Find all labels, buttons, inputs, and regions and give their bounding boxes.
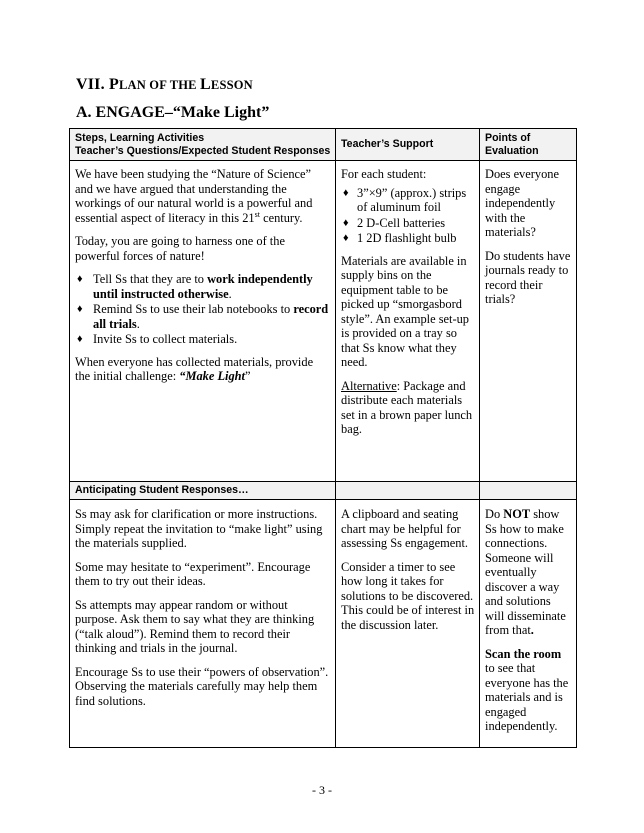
intro-paragraph: We have been studying the “Nature of Science” and we have argued that understanding the workings of our natural world is a powerful and essential aspect of literacy in this 21st century. [75, 167, 313, 225]
diamond-bullet-icon: ♦ [77, 273, 83, 285]
alternative-paragraph: Alternative: Package and distribute each materials set in a brown paper lunch bag. [341, 378, 473, 436]
subheader-row [70, 482, 577, 500]
support-cell [336, 161, 480, 482]
table-row [70, 161, 577, 482]
response-paragraph: Encourage Ss to use their “powers of observation”. Observing the materials carefully may help them find solutions. [75, 664, 329, 708]
diamond-bullet-icon: ♦ [343, 186, 349, 199]
response-paragraph: Ss attempts may appear random or without purpose. Ask them to say what they are thinking (“talk aloud”). Remind them to record their thinking and trials in the journal. [75, 597, 315, 655]
steps-cell [70, 161, 336, 482]
support-paragraph: Consider a timer to see how long it takes for solutions to be discovered. This could be of interest in the discussion later. [341, 559, 475, 632]
section-title: VII. PLAN OF THE LESSON [76, 76, 253, 93]
responses-cell [70, 500, 336, 748]
diamond-bullet-icon: ♦ [343, 232, 349, 244]
list-item: ♦ 3”×9” (approx.) strips of aluminum foil [343, 185, 467, 214]
evaluation-cell [480, 161, 577, 482]
subheader-cell: Anticipating Student Responses… [70, 482, 336, 500]
evaluation-question: Does everyone engage independently with the materials? [485, 167, 559, 239]
list-item: ♦ 2 D-Cell batteries [343, 215, 446, 230]
evaluation-note: Scan the room to see that everyone has the materials and is engaged independently. [485, 646, 569, 733]
table-row [70, 500, 577, 748]
list-item: ♦ 1 2D flashlight bulb [343, 231, 457, 245]
evaluation-question: Do students have journals ready to record their trials? [485, 248, 571, 306]
list-item: ♦ Remind Ss to use their lab notebooks to record all trials. [77, 302, 329, 331]
subsection-title: A. ENGAGE–“Make Light” [76, 104, 270, 121]
support-paragraph: A clipboard and seating chart may be helpful for assessing Ss engagement. [341, 507, 468, 550]
response-paragraph: Ss may ask for clarification or more instructions. Simply repeat the invitation to “make light” using the materials supplied. [75, 507, 323, 550]
list-item: ♦ Tell Ss that they are to work independently until instructed otherwise. [77, 272, 313, 301]
evaluation-cell [480, 500, 577, 748]
forces-paragraph: Today, you are going to harness one of the powerful forces of nature! [75, 234, 285, 263]
response-paragraph: Some may hesitate to “experiment”. Encourage them to try out their ideas. [75, 559, 311, 588]
header-steps: Steps, Learning Activities Teacher’s Questions/Expected Student Responses [70, 129, 336, 161]
diamond-bullet-icon: ♦ [77, 333, 83, 345]
materials-availability: Materials are available in supply bins on the equipment table to be picked up “smorgasbord style”. An example set-up is provided on a tray so that Ss know what they need. [341, 253, 470, 369]
evaluation-note: Do NOT show Ss how to make connections. Someone will eventually discover a way and solutions will disseminate from that. [485, 507, 566, 637]
diamond-bullet-icon: ♦ [343, 216, 349, 229]
header-points-of-evaluation: Points of Evaluation [480, 129, 577, 161]
table-header-row [70, 129, 577, 161]
instruction-list [75, 272, 331, 347]
page-number: - 3 - [312, 783, 332, 797]
materials-intro: For each student: [341, 167, 427, 181]
materials-list [341, 186, 475, 246]
diamond-bullet-icon: ♦ [77, 303, 83, 315]
support-cell [336, 500, 480, 748]
lesson-plan-table [69, 128, 577, 748]
challenge-paragraph: When everyone has collected materials, provide the initial challenge: “Make Light” [75, 354, 314, 383]
list-item: ♦ Invite Ss to collect materials. [77, 332, 238, 346]
header-teacher-support: Teacher’s Support [336, 129, 480, 161]
